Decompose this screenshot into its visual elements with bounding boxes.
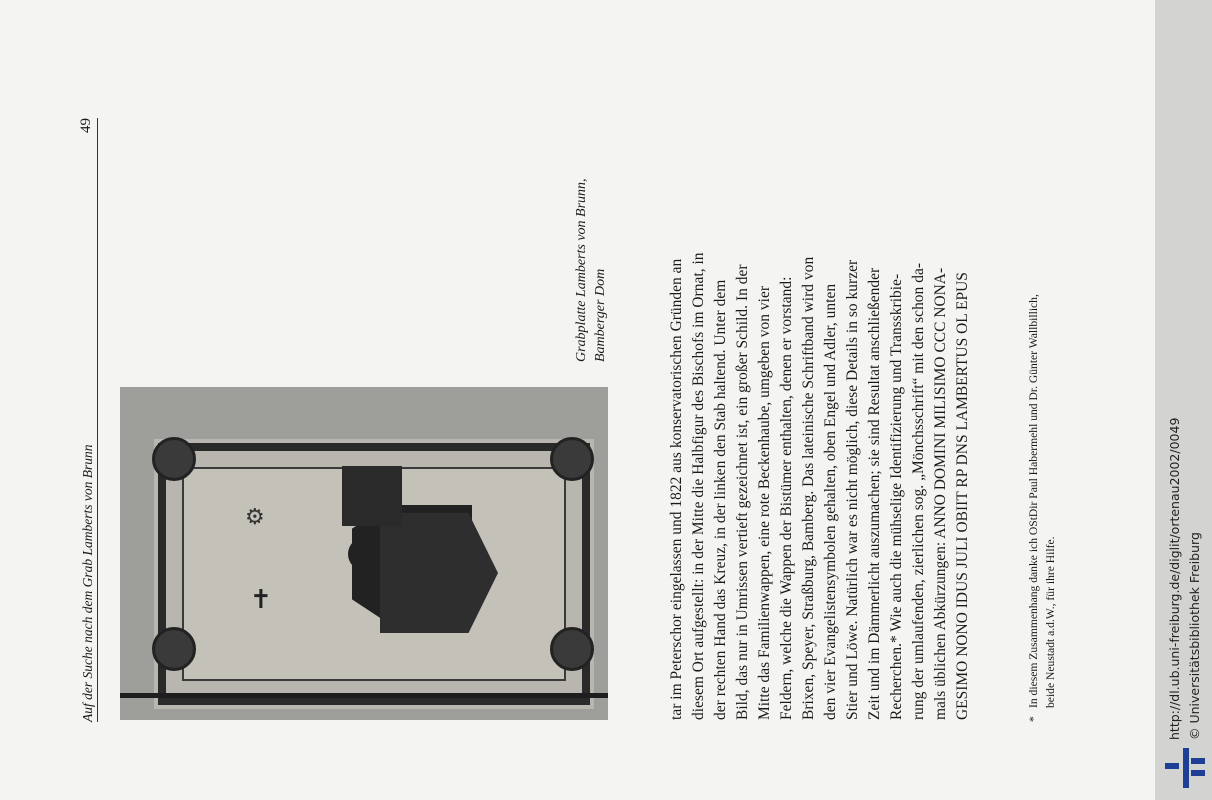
library-strip <box>1155 0 1212 800</box>
body-line: Stier und Löwe. Natürlich war es nicht möglich, diese Details in so kurzer <box>844 259 861 720</box>
source-url[interactable]: http://dl.ub.uni-freiburg.de/diglit/ortenau2002/0049 <box>1167 417 1182 740</box>
body-line: diesem Ort aufgestellt: in der Mitte die Halbfigur des Bischofs im Ornat, in <box>690 252 707 720</box>
tomb-photograph <box>120 387 608 720</box>
caption-line: Bamberger Dom <box>593 268 608 362</box>
body-line: Recherchen.* Wie auch die mühselige Identifizierung und Transskribie- <box>888 273 905 720</box>
railing-pole <box>120 693 608 698</box>
footnote-marker: * <box>1027 716 1040 722</box>
cross-icon: ✝ <box>250 585 272 615</box>
page-number: 49 <box>78 118 94 133</box>
evangelist-medallion-icon <box>550 627 594 671</box>
body-line: Mitte das Familienwappen, eine rote Beckenhaube, umgeben von vier <box>756 285 773 720</box>
footnote-line: In diesem Zusammenhang danke ich OStDir Paul Habermehl und Dr. Günter Wallbillich, <box>1027 294 1040 708</box>
body-line: Bild, das nur in Umrissen vertieft gezeichnet ist, ein großer Schild. In der <box>734 264 751 720</box>
ub-freiburg-logo-icon <box>1165 748 1205 788</box>
body-line: Feldern, welche die Wappen der Bistümer enthalten, denen er vorstand: <box>778 276 795 720</box>
body-line: rung der umlaufenden, zierlichen sog. „Mönchsschrift“ mit den schon da- <box>910 262 927 720</box>
body-line: den vier Evangelistensymbolen gehalten, oben Engel und Adler, unten <box>822 283 839 720</box>
header-rule <box>97 118 98 722</box>
footnote-line: beide Neustadt a.d.W., für ihre Hilfe. <box>1044 536 1057 708</box>
copyright: © Universitätsbibliothek Freiburg <box>1187 532 1202 740</box>
body-line: Zeit und im Dämmerlicht auszumachen; sie sind Resultat anschließender <box>866 267 883 720</box>
evangelist-medallion-icon <box>152 437 196 481</box>
body-line: der rechten Hand das Kreuz, in der linken den Stab haltend. Unter dem <box>712 279 729 720</box>
evangelist-medallion-icon <box>550 437 594 481</box>
body-line: GESIMO NONO IDUS JULI OBIIT RP DNS LAMBERTUS OL EPUS <box>954 272 971 720</box>
evangelist-medallion-icon <box>152 627 196 671</box>
floor-plate <box>342 466 402 526</box>
gear-icon: ⚙ <box>245 505 265 530</box>
running-header: Auf der Suche nach dem Grab Lamberts von Brunn <box>80 444 95 722</box>
body-line: Brixen, Speyer, Straßburg, Bamberg. Das lateinische Schriftband wird von <box>800 256 817 720</box>
body-line: tar im Peterschor eingelassen und 1822 aus konservatorischen Gründen an <box>668 258 685 720</box>
body-line: mals üblichen Abkürzungen: ANNO DOMINI MILISIMO CCC NONA- <box>932 267 949 720</box>
caption-line: Grabplatte Lamberts von Brunn, <box>574 178 589 362</box>
